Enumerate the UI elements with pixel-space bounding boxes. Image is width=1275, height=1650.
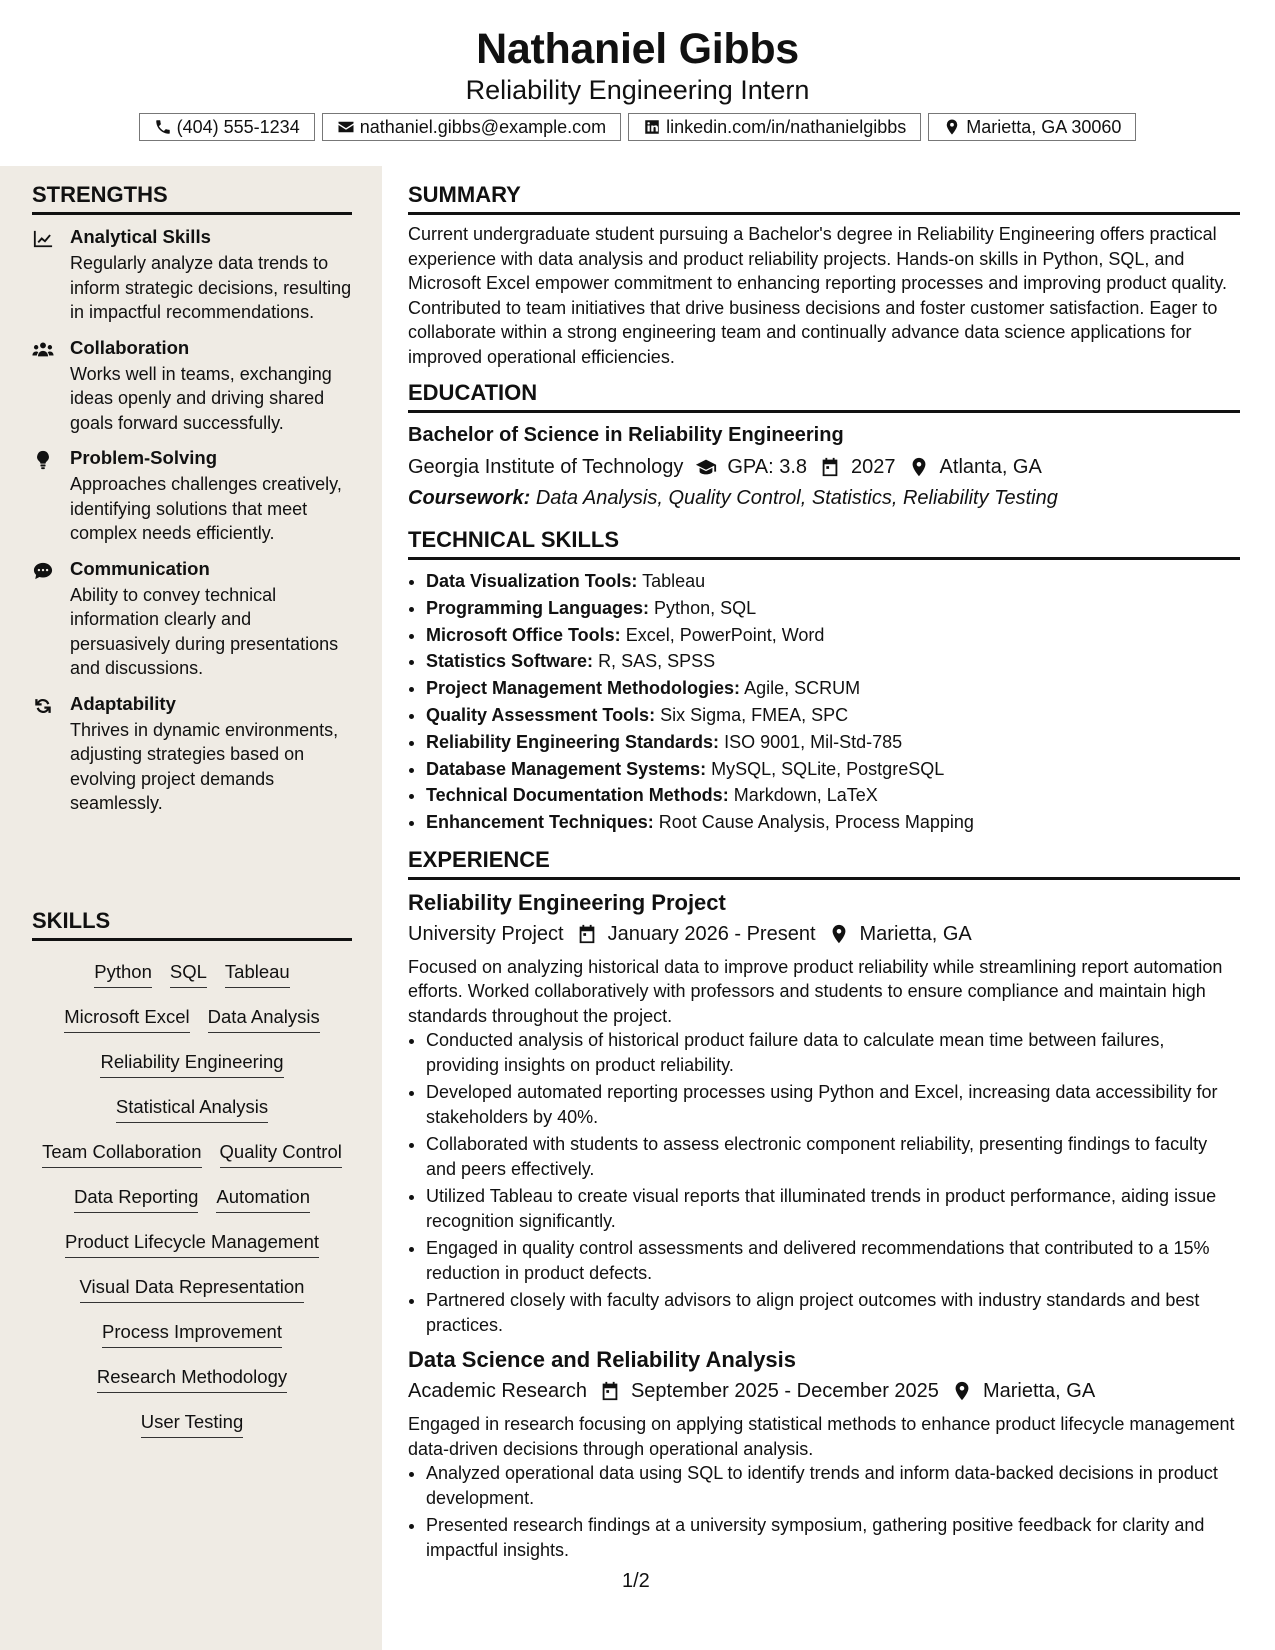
calendar-icon bbox=[576, 923, 598, 945]
list-item: • Conducted analysis of historical product failure data to calculate mean time between failures, providing insights on product reliability. bbox=[426, 1028, 1240, 1077]
education-coursework bbox=[408, 484, 1240, 512]
sidebar bbox=[0, 166, 382, 1650]
tech-skill-label: Reliability Engineering Standards: bbox=[426, 731, 720, 752]
list-item bbox=[426, 622, 1240, 649]
contact-phone-text: (404) 555-1234 bbox=[176, 116, 300, 137]
contact-linkedin[interactable] bbox=[628, 113, 921, 141]
job-dates: January 2026 - Present bbox=[607, 922, 816, 945]
map-pin-icon bbox=[943, 118, 961, 136]
list-item bbox=[426, 595, 1240, 622]
skill-tag: Microsoft Excel bbox=[64, 1005, 189, 1033]
strength-item bbox=[32, 225, 352, 325]
contact-location bbox=[928, 113, 1136, 141]
strength-title: Adaptability bbox=[70, 692, 176, 714]
skills-list bbox=[32, 949, 352, 1444]
tech-skill-label: Technical Documentation Methods: bbox=[426, 785, 729, 806]
education-meta bbox=[408, 453, 1240, 481]
list-item bbox=[426, 702, 1240, 729]
list-item bbox=[426, 729, 1240, 756]
job-bullets bbox=[408, 1028, 1240, 1337]
strength-item bbox=[32, 557, 352, 681]
tech-skill-label: Enhancement Techniques: bbox=[426, 812, 654, 833]
job-org: Academic Research bbox=[408, 1380, 587, 1403]
education-gpa: GPA: 3.8 bbox=[727, 456, 808, 478]
comment-dots-icon bbox=[32, 561, 54, 581]
summary-text: Current undergraduate student pursuing a Bachelor's degree in Reliability Engineering offers practical experience with data analysis and product reliability projects. Hands-on skills in Python, SQL, and Microsoft Excel empower commitment to enhancing reporting processes and improving product quality. Contributed to team initiatives that drive business decisions and foster customer satisfaction. Eager to collaborate within a strong engineering team and continually advance data science applications for improved operational efficiencies. bbox=[408, 224, 1228, 367]
strength-desc: Thrives in dynamic environments, adjusting strategies based on evolving project demands seamlessly. bbox=[70, 719, 339, 813]
contact-phone[interactable] bbox=[139, 113, 315, 141]
job-meta bbox=[408, 920, 1240, 948]
summary-heading: SUMMARY bbox=[408, 180, 1240, 215]
job-bullets bbox=[408, 1461, 1240, 1562]
job-location: Marietta, GA bbox=[859, 922, 972, 945]
strength-desc: Approaches challenges creatively, identifying solutions that meet complex needs efficiently. bbox=[70, 474, 342, 543]
skill-tag: Reliability Engineering bbox=[100, 1050, 283, 1078]
list-item: • Developed automated reporting processes using Python and Excel, increasing data accessibility for stakeholders by 40%. bbox=[426, 1080, 1240, 1129]
education-heading: EDUCATION bbox=[408, 378, 1240, 413]
list-item: • Collaborated with students to assess electronic component reliability, presenting findings to faculty and peers effectively. bbox=[426, 1132, 1240, 1181]
skill-tag: Visual Data Representation bbox=[80, 1275, 305, 1303]
strength-desc: Works well in teams, exchanging ideas openly and driving shared goals forward successfully. bbox=[70, 363, 332, 433]
job-entry bbox=[408, 1345, 1240, 1562]
contact-email[interactable] bbox=[322, 113, 621, 141]
contact-email-text: nathaniel.gibbs@example.com bbox=[359, 116, 607, 137]
job-org: University Project bbox=[408, 922, 564, 945]
list-item bbox=[426, 648, 1240, 675]
skill-tag: Statistical Analysis bbox=[116, 1095, 268, 1123]
skill-tag: Automation bbox=[216, 1185, 310, 1213]
list-item: • Presented research findings at a university symposium, gathering positive feedback for clarity and impactful insights. bbox=[426, 1513, 1240, 1562]
job-entry bbox=[408, 888, 1240, 1338]
tech-skill-value: R, SAS, SPSS bbox=[598, 651, 716, 672]
tech-skill-label: Quality Assessment Tools: bbox=[426, 704, 656, 725]
map-pin-icon bbox=[828, 923, 850, 945]
tech-skill-label: Project Management Methodologies: bbox=[426, 678, 741, 699]
tech-skill-value: Excel, PowerPoint, Word bbox=[625, 624, 825, 645]
page-number: 1/2 bbox=[622, 1570, 650, 1592]
skill-tag: Data Reporting bbox=[74, 1185, 198, 1213]
strengths-heading: STRENGTHS bbox=[32, 180, 352, 215]
tech-skill-value: Root Cause Analysis, Process Mapping bbox=[658, 812, 974, 833]
education-year: 2027 bbox=[851, 456, 896, 478]
lightbulb-icon bbox=[32, 450, 54, 470]
list-item: • Utilized Tableau to create visual reports that illuminated trends in product performance, aiding issue recognition significantly. bbox=[426, 1184, 1240, 1233]
skill-tag: Process Improvement bbox=[102, 1320, 282, 1348]
job-summary: Engaged in research focusing on applying statistical methods to enhance product lifecycle management data-driven decisions through operational analysis. bbox=[408, 1414, 1235, 1459]
skill-tag: SQL bbox=[170, 960, 207, 988]
strength-item bbox=[32, 692, 352, 816]
education-location: Atlanta, GA bbox=[939, 456, 1042, 478]
tech-skill-label: Statistics Software: bbox=[426, 651, 594, 672]
resume-header bbox=[0, 0, 1275, 166]
job-summary: Focused on analyzing historical data to improve product reliability while streamlining report automation efforts. Worked collaboratively with professors and students to ensure compliance and maintain high standards throughout the project. bbox=[408, 956, 1223, 1026]
skill-tag: Quality Control bbox=[220, 1140, 342, 1168]
envelope-icon bbox=[337, 118, 355, 136]
chart-line-icon bbox=[32, 229, 54, 249]
job-meta bbox=[408, 1377, 1240, 1405]
linkedin-icon bbox=[643, 118, 661, 136]
list-item bbox=[426, 756, 1240, 783]
strength-title: Analytical Skills bbox=[70, 226, 211, 247]
contact-linkedin-text: linkedin.com/in/nathanielgibbs bbox=[666, 116, 907, 137]
job-location: Marietta, GA bbox=[982, 1380, 1096, 1403]
skill-tag: User Testing bbox=[141, 1410, 243, 1438]
job-title: Data Science and Reliability Analysis bbox=[408, 1347, 797, 1373]
main-column bbox=[408, 166, 1240, 1565]
skills-heading: SKILLS bbox=[32, 906, 352, 941]
experience-heading: EXPERIENCE bbox=[408, 845, 1240, 880]
technical-skills-section bbox=[408, 525, 1240, 836]
skill-tag: Product Lifecycle Management bbox=[65, 1230, 319, 1258]
calendar-icon bbox=[819, 456, 841, 478]
list-item: • Analyzed operational data using SQL to identify trends and inform data-backed decisions in product development. bbox=[426, 1461, 1240, 1510]
list-item bbox=[426, 809, 1240, 836]
technical-skills-list bbox=[408, 568, 1240, 836]
list-item bbox=[426, 568, 1240, 595]
strengths-section bbox=[32, 180, 352, 816]
skills-section bbox=[32, 906, 352, 1444]
coursework-label: Coursework: bbox=[408, 487, 531, 509]
strength-title: Problem-Solving bbox=[70, 447, 217, 468]
candidate-role: Reliability Engineering Intern bbox=[465, 75, 810, 105]
skill-tag: Research Methodology bbox=[97, 1365, 287, 1393]
map-pin-icon bbox=[908, 456, 930, 478]
coursework-list: Data Analysis, Quality Control, Statistics, Reliability Testing bbox=[535, 487, 1058, 509]
list-item bbox=[426, 782, 1240, 809]
strength-item bbox=[32, 336, 352, 436]
tech-skill-label: Database Management Systems: bbox=[426, 758, 707, 779]
contact-row bbox=[0, 113, 1275, 141]
skill-tag: Team Collaboration bbox=[42, 1140, 201, 1168]
users-icon bbox=[32, 340, 54, 360]
tech-skill-label: Data Visualization Tools: bbox=[426, 571, 638, 591]
skill-tag: Tableau bbox=[225, 960, 290, 988]
map-pin-icon bbox=[951, 1380, 973, 1402]
tech-skill-value: Markdown, LaTeX bbox=[733, 785, 878, 806]
strength-title: Collaboration bbox=[70, 336, 190, 358]
strength-title: Communication bbox=[70, 557, 210, 579]
education-degree: Bachelor of Science in Reliability Engineering bbox=[408, 424, 844, 446]
education-school: Georgia Institute of Technology bbox=[408, 456, 684, 478]
contact-location-text: Marietta, GA 30060 bbox=[966, 116, 1122, 137]
tech-skill-label: Programming Languages: bbox=[426, 597, 650, 618]
tech-skill-label: Microsoft Office Tools: bbox=[426, 624, 621, 645]
skill-tag: Python bbox=[94, 960, 152, 988]
job-title: Reliability Engineering Project bbox=[408, 889, 726, 915]
tech-skill-value: Six Sigma, FMEA, SPC bbox=[660, 704, 849, 725]
tech-skill-value: Agile, SCRUM bbox=[744, 678, 861, 699]
strength-item bbox=[32, 446, 352, 546]
graduation-cap-icon bbox=[695, 456, 717, 478]
tech-skill-value: Python, SQL bbox=[654, 597, 757, 618]
list-item bbox=[426, 675, 1240, 702]
technical-skills-heading: TECHNICAL SKILLS bbox=[408, 525, 1240, 560]
tech-skill-value: ISO 9001, Mil-Std-785 bbox=[724, 731, 903, 752]
tech-skill-value: Tableau bbox=[642, 571, 706, 591]
experience-section bbox=[408, 845, 1240, 1563]
list-item: • Partnered closely with faculty advisors to align project outcomes with industry standards and best practices. bbox=[426, 1288, 1240, 1337]
education-section bbox=[408, 378, 1240, 512]
calendar-icon bbox=[599, 1380, 621, 1402]
summary-section bbox=[408, 180, 1240, 369]
tech-skill-value: MySQL, SQLite, PostgreSQL bbox=[711, 758, 945, 779]
phone-icon bbox=[154, 118, 172, 136]
sync-icon bbox=[32, 696, 54, 716]
strength-desc: Ability to convey technical information clearly and persuasively during presentations and discussions. bbox=[70, 584, 339, 678]
list-item: • Engaged in quality control assessments and delivered recommendations that contributed to a 15% reduction in product defects. bbox=[426, 1236, 1240, 1285]
job-dates: September 2025 - December 2025 bbox=[630, 1380, 939, 1403]
skill-tag: Data Analysis bbox=[208, 1005, 320, 1033]
candidate-name: Nathaniel Gibbs bbox=[476, 25, 799, 73]
strength-desc: Regularly analyze data trends to inform strategic decisions, resulting in impactful recommendations. bbox=[70, 253, 352, 322]
